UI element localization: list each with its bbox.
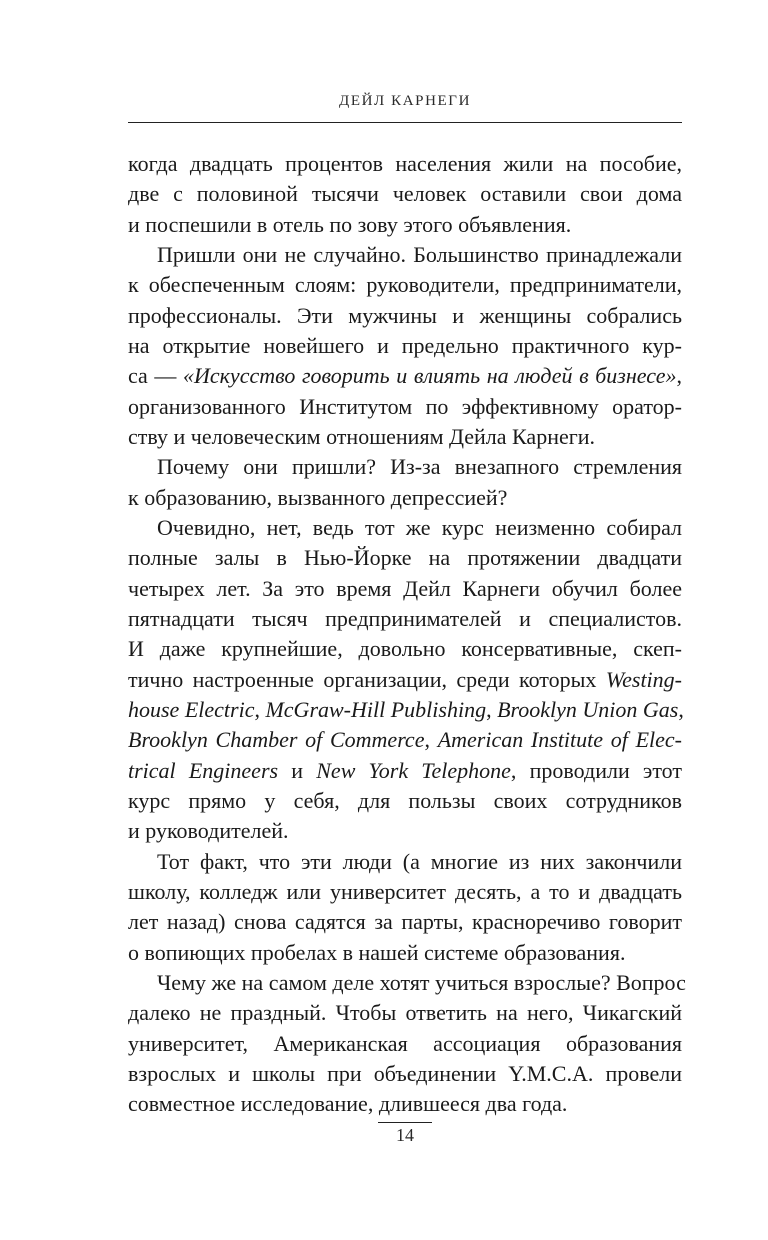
italic-text-segment: house Electric (128, 696, 255, 722)
text-line (128, 938, 682, 968)
italic-text-segment: New York Telephone (316, 757, 511, 783)
text-line (128, 513, 682, 543)
text-line (128, 877, 682, 907)
text-line (128, 634, 682, 664)
text-line (128, 816, 682, 846)
text-segment: совместное исследование, длившееся два года. (128, 1091, 568, 1117)
page-number: 14 (396, 1125, 414, 1145)
text-line (128, 270, 682, 300)
text-line (128, 907, 682, 937)
text-segment: ству и человеческим отношениям Дейла Карнеги. (128, 423, 596, 449)
text-segment: четырех лет. За это время Дейл Карнеги обучил более (128, 575, 682, 601)
text-line (128, 1089, 682, 1119)
text-segment: к образованию, вызванного депрессией? (128, 484, 508, 510)
text-line (128, 847, 682, 877)
text-line (128, 179, 682, 209)
text-line (128, 452, 682, 482)
text-segment: лет назад) снова садятся за парты, красноречиво говорит (128, 909, 682, 935)
text-line (128, 392, 682, 422)
text-line (128, 665, 682, 695)
text-line (128, 725, 682, 755)
body-text (128, 149, 686, 1120)
italic-text-segment: trical Engineers (128, 757, 279, 783)
text-segment: Чему же на самом деле хотят учиться взрослые? Вопрос (157, 969, 686, 995)
text-segment: , (678, 696, 684, 722)
text-segment: курс прямо у себя, для пользы своих сотрудников (128, 787, 682, 813)
text-line (128, 998, 682, 1028)
text-line (128, 968, 686, 998)
text-segment: взрослых и школы при объединении Y.M.C.A. провели (128, 1060, 682, 1086)
italic-text-segment: Westing- (605, 666, 682, 692)
text-segment: , (424, 727, 438, 753)
text-segment: на открытие новейшего и предельно практичного кур- (128, 332, 682, 358)
text-line (128, 786, 682, 816)
text-segment: са — (128, 363, 183, 389)
text-segment: и поспешили в отель по зову этого объявления. (128, 211, 572, 237)
text-segment: пятнадцати тысяч предпринимателей и специалистов. (128, 605, 682, 631)
italic-text-segment: American Institute of Elec- (437, 727, 682, 753)
text-segment: , (676, 363, 682, 389)
text-segment: тично настроенные организации, среди которых (128, 666, 606, 692)
text-segment: , (486, 696, 498, 722)
text-segment: о вопиющих пробелах в нашей системе образования. (128, 939, 626, 965)
text-segment: Пришли они не случайно. Большинство принадлежали (157, 241, 682, 267)
text-line (128, 361, 682, 391)
text-line (128, 695, 682, 725)
text-segment: далеко не праздный. Чтобы ответить на него, Чикагский (128, 1000, 682, 1026)
text-line (128, 543, 682, 573)
text-line (128, 149, 682, 179)
text-segment: полные залы в Нью-Йорке на протяжении двадцати (128, 545, 682, 571)
text-segment: и руководителей. (128, 818, 289, 844)
text-line (128, 574, 682, 604)
text-segment: Очевидно, нет, ведь тот же курс неизменно собирал (157, 514, 682, 540)
italic-text-segment: «Искусство говорить и влиять на людей в бизнесе» (182, 363, 677, 389)
text-line (128, 1029, 682, 1059)
italic-text-segment: Brooklyn Chamber of Commerce (128, 727, 425, 753)
text-line (128, 422, 682, 452)
text-segment: профессионалы. Эти мужчины и женщины собрались (128, 302, 682, 328)
italic-text-segment: Brooklyn Union Gas (497, 696, 679, 722)
text-segment: Почему они пришли? Из-за внезапного стремления (157, 454, 682, 480)
text-segment: Тот факт, что эти люди (а многие из них закончили (157, 848, 682, 874)
italic-text-segment: McGraw-Hill Publishing (265, 696, 487, 722)
footer-rule (378, 1122, 432, 1123)
text-segment: , проводили этот (510, 757, 683, 783)
text-segment: , (254, 696, 266, 722)
text-segment: к обеспеченным слоям: руководители, предприниматели, (128, 272, 682, 298)
text-segment: организованного Институтом по эффективному оратор- (128, 393, 682, 419)
text-segment: И даже крупнейшие, довольно консервативные, скеп- (128, 636, 682, 662)
text-segment: когда двадцать процентов населения жили на пособие, (128, 151, 682, 176)
text-line (128, 756, 682, 786)
text-segment: школу, колледж или университет десять, а то и двадцать (128, 878, 682, 904)
text-line (128, 210, 682, 240)
text-segment: две с половиной тысячи человек оставили свои дома (128, 181, 682, 207)
header-rule (128, 122, 682, 123)
text-segment: университет, Американская ассоциация образования (128, 1030, 682, 1056)
text-line (128, 604, 682, 634)
text-line (128, 483, 682, 513)
text-line (128, 1059, 682, 1089)
text-line (128, 301, 682, 331)
running-head: ДЕЙЛ КАРНЕГИ (338, 93, 472, 109)
text-segment: и (278, 757, 317, 783)
text-line (128, 240, 682, 270)
text-line (128, 331, 682, 361)
